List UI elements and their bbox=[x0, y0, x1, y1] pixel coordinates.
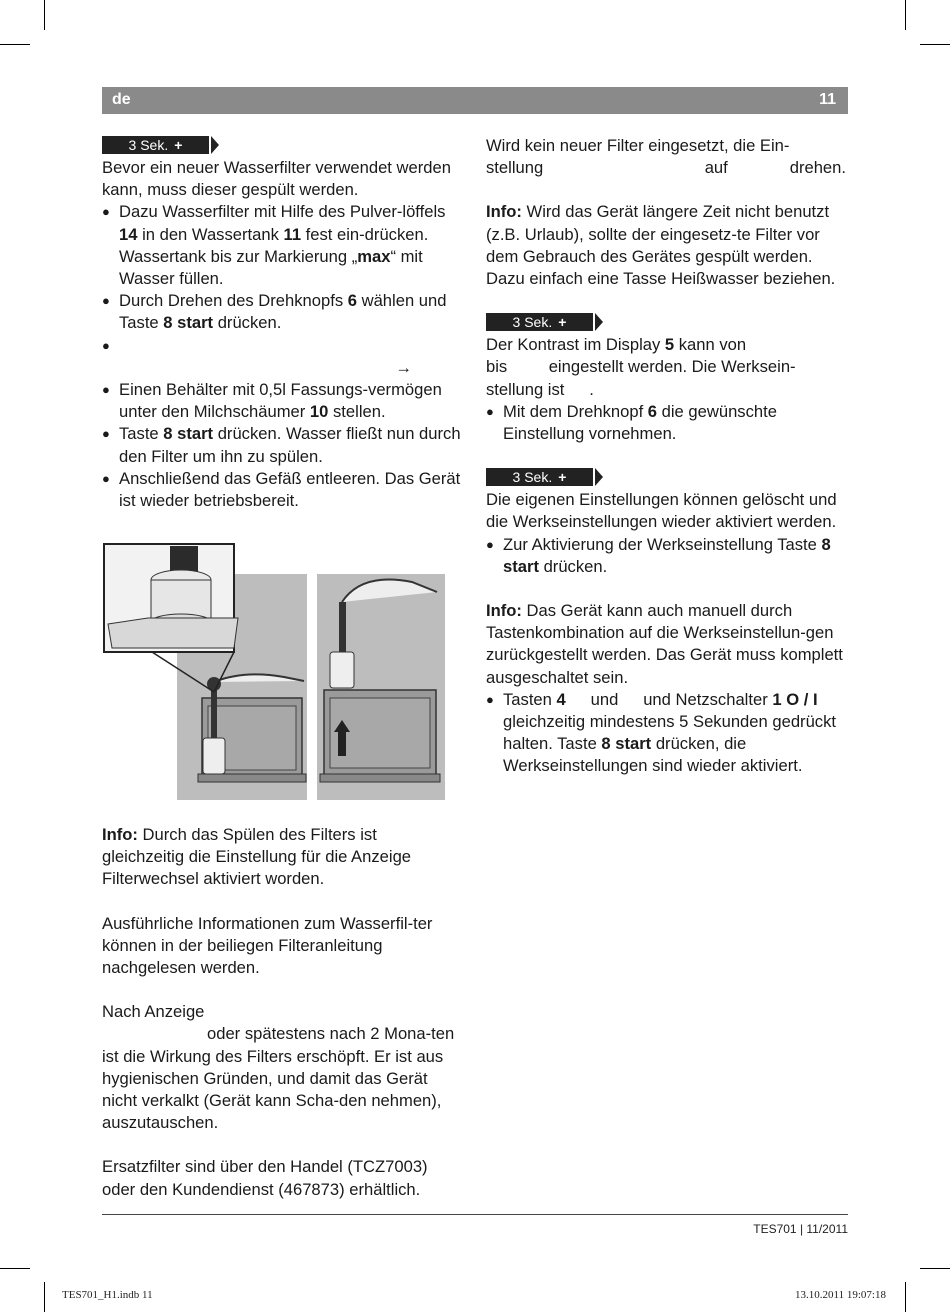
badge-plus: + bbox=[174, 137, 183, 153]
list-item: ● Einen Behälter mit 0,5l Fassungs-vermögen unter den Milchschäumer 10 stellen. bbox=[102, 379, 462, 423]
replace-text-1: Nach Anzeige bbox=[102, 1002, 205, 1022]
filter-intro: Bevor ein neuer Wasserfilter verwendet werden kann, muss dieser gespült werden. bbox=[102, 158, 451, 200]
list-item: ● Mit dem Drehknopf 6 die gewünschte Einstellung vornehmen. bbox=[486, 401, 846, 445]
badge-time: 3 Sek. bbox=[512, 469, 553, 486]
crop-mark bbox=[44, 1282, 45, 1312]
list-item: ● Dazu Wasserfilter mit Hilfe des Pulver-löffels 14 in den Wassertank 11 fest ein-drücken. Wassertank bis zur Markierung „max“ mit Wasser füllen. bbox=[102, 201, 462, 290]
filter-steps bbox=[102, 201, 462, 512]
list-item: ● Zur Aktivierung der Werkseinstellung Taste 8 start drücken. bbox=[486, 534, 846, 578]
more-info-text: Ausführliche Informationen zum Wasserfil-ter können in der beiliegen Filteranleitung nachgelesen werden. bbox=[102, 913, 433, 978]
crop-mark bbox=[905, 0, 906, 30]
hold-badge-bar bbox=[486, 313, 593, 331]
badge-arrow-icon bbox=[595, 468, 603, 486]
crop-mark bbox=[905, 1282, 906, 1312]
reset-text: Die eigenen Einstellungen können gelöscht und die Werkseinstellungen wieder aktiviert werden. bbox=[486, 490, 837, 532]
crop-mark bbox=[920, 1268, 950, 1269]
arrow-right-icon: ● → bbox=[395, 357, 412, 377]
print-slug-file: TES701_H1.indb 11 bbox=[62, 1289, 153, 1301]
print-slug-date: 13.10.2011 19:07:18 bbox=[795, 1289, 886, 1301]
manual-reset-steps bbox=[486, 689, 846, 778]
contrast-text: Der Kontrast im Display 5 kann von bbox=[486, 335, 747, 355]
page-header bbox=[102, 87, 848, 114]
list-item bbox=[102, 335, 462, 379]
no-filter-line-1: Wird kein neuer Filter eingesetzt, die Ein- bbox=[486, 136, 790, 155]
info-note: Info: Das Gerät kann auch manuell durch Tastenkombination auf die Werkseinstellun-gen zurückgestellt werden. Das Gerät muss komplett ausgeschaltet sein. bbox=[486, 601, 843, 687]
replace-text-2: oder spätestens nach 2 Mona-ten ist die Wirkung des Filters erschöpft. Er ist aus hygienischen Gründen, und damit das Gerät nicht verkalkt (Gerät kann Scha-den nehmen), auszutauschen. bbox=[102, 1024, 455, 1133]
crop-mark bbox=[0, 1268, 30, 1269]
hold-badge-bar bbox=[102, 136, 209, 154]
info-note: Info: Wird das Gerät längere Zeit nicht benutzt (z.B. Urlaub), sollte der eingesetz-te Filter vor dem Gebrauch des Gerätes gespült werden. Dazu einfach eine Tasse Heißwasser beziehen. bbox=[486, 202, 836, 289]
list-item: ● Taste 8 start drücken. Wasser fließt nun durch den Filter um ihn zu spülen. bbox=[102, 423, 462, 467]
hold-badge bbox=[102, 136, 462, 154]
left-column-lower bbox=[102, 824, 462, 1201]
hold-badge bbox=[486, 313, 846, 331]
list-item: ● Tasten 4 und und Netzschalter 1 O / I gleichzeitig mindestens 5 Sekunden gedrückt halten. Taste 8 start drücken, die Werkseinstellungen sind wieder aktiviert. bbox=[486, 689, 846, 778]
list-item: ● Durch Drehen des Drehknopfs 6 wählen und Taste 8 start drücken. bbox=[102, 290, 462, 334]
badge-arrow-icon bbox=[211, 136, 219, 154]
badge-plus: + bbox=[558, 314, 567, 331]
crop-mark bbox=[0, 44, 30, 45]
spare-filter-text: Ersatzfilter sind über den Handel (TCZ7003) oder den Kundendienst (467873) erhältlich. bbox=[102, 1157, 428, 1199]
list-item: ● Anschließend das Gefäß entleeren. Das Gerät ist wieder betriebsbereit. bbox=[102, 468, 462, 512]
crop-mark bbox=[920, 44, 950, 45]
filter-rinse-illustration bbox=[102, 542, 445, 800]
footer-model: TES701 | 11/2011 bbox=[753, 1222, 848, 1236]
left-column bbox=[102, 135, 462, 512]
contrast-steps bbox=[486, 401, 846, 445]
footer-rule bbox=[102, 1214, 848, 1215]
info-label: Info: bbox=[102, 825, 138, 844]
info-label: Info: bbox=[486, 601, 522, 621]
hold-badge bbox=[486, 468, 846, 486]
right-column bbox=[486, 135, 846, 778]
contrast-range: bis eingestellt werden. Die Werksein- bbox=[486, 357, 796, 377]
info-note: Info: Durch das Spülen des Filters ist gleichzeitig die Einstellung für die Anzeige Filterwechsel aktiviert worden. bbox=[102, 825, 412, 889]
contrast-default: stellung ist . bbox=[486, 379, 594, 399]
reset-steps bbox=[486, 534, 846, 578]
no-filter-line-2: stellung auf drehen. bbox=[486, 158, 846, 178]
badge-plus: + bbox=[558, 469, 567, 486]
badge-time: 3 Sek. bbox=[128, 137, 169, 153]
language-code: de bbox=[112, 91, 131, 108]
info-label: Info: bbox=[486, 202, 522, 222]
crop-mark bbox=[44, 0, 45, 30]
hold-badge-bar bbox=[486, 468, 593, 486]
page-number: 11 bbox=[819, 91, 836, 108]
badge-time: 3 Sek. bbox=[512, 314, 553, 331]
badge-arrow-icon bbox=[595, 313, 603, 331]
